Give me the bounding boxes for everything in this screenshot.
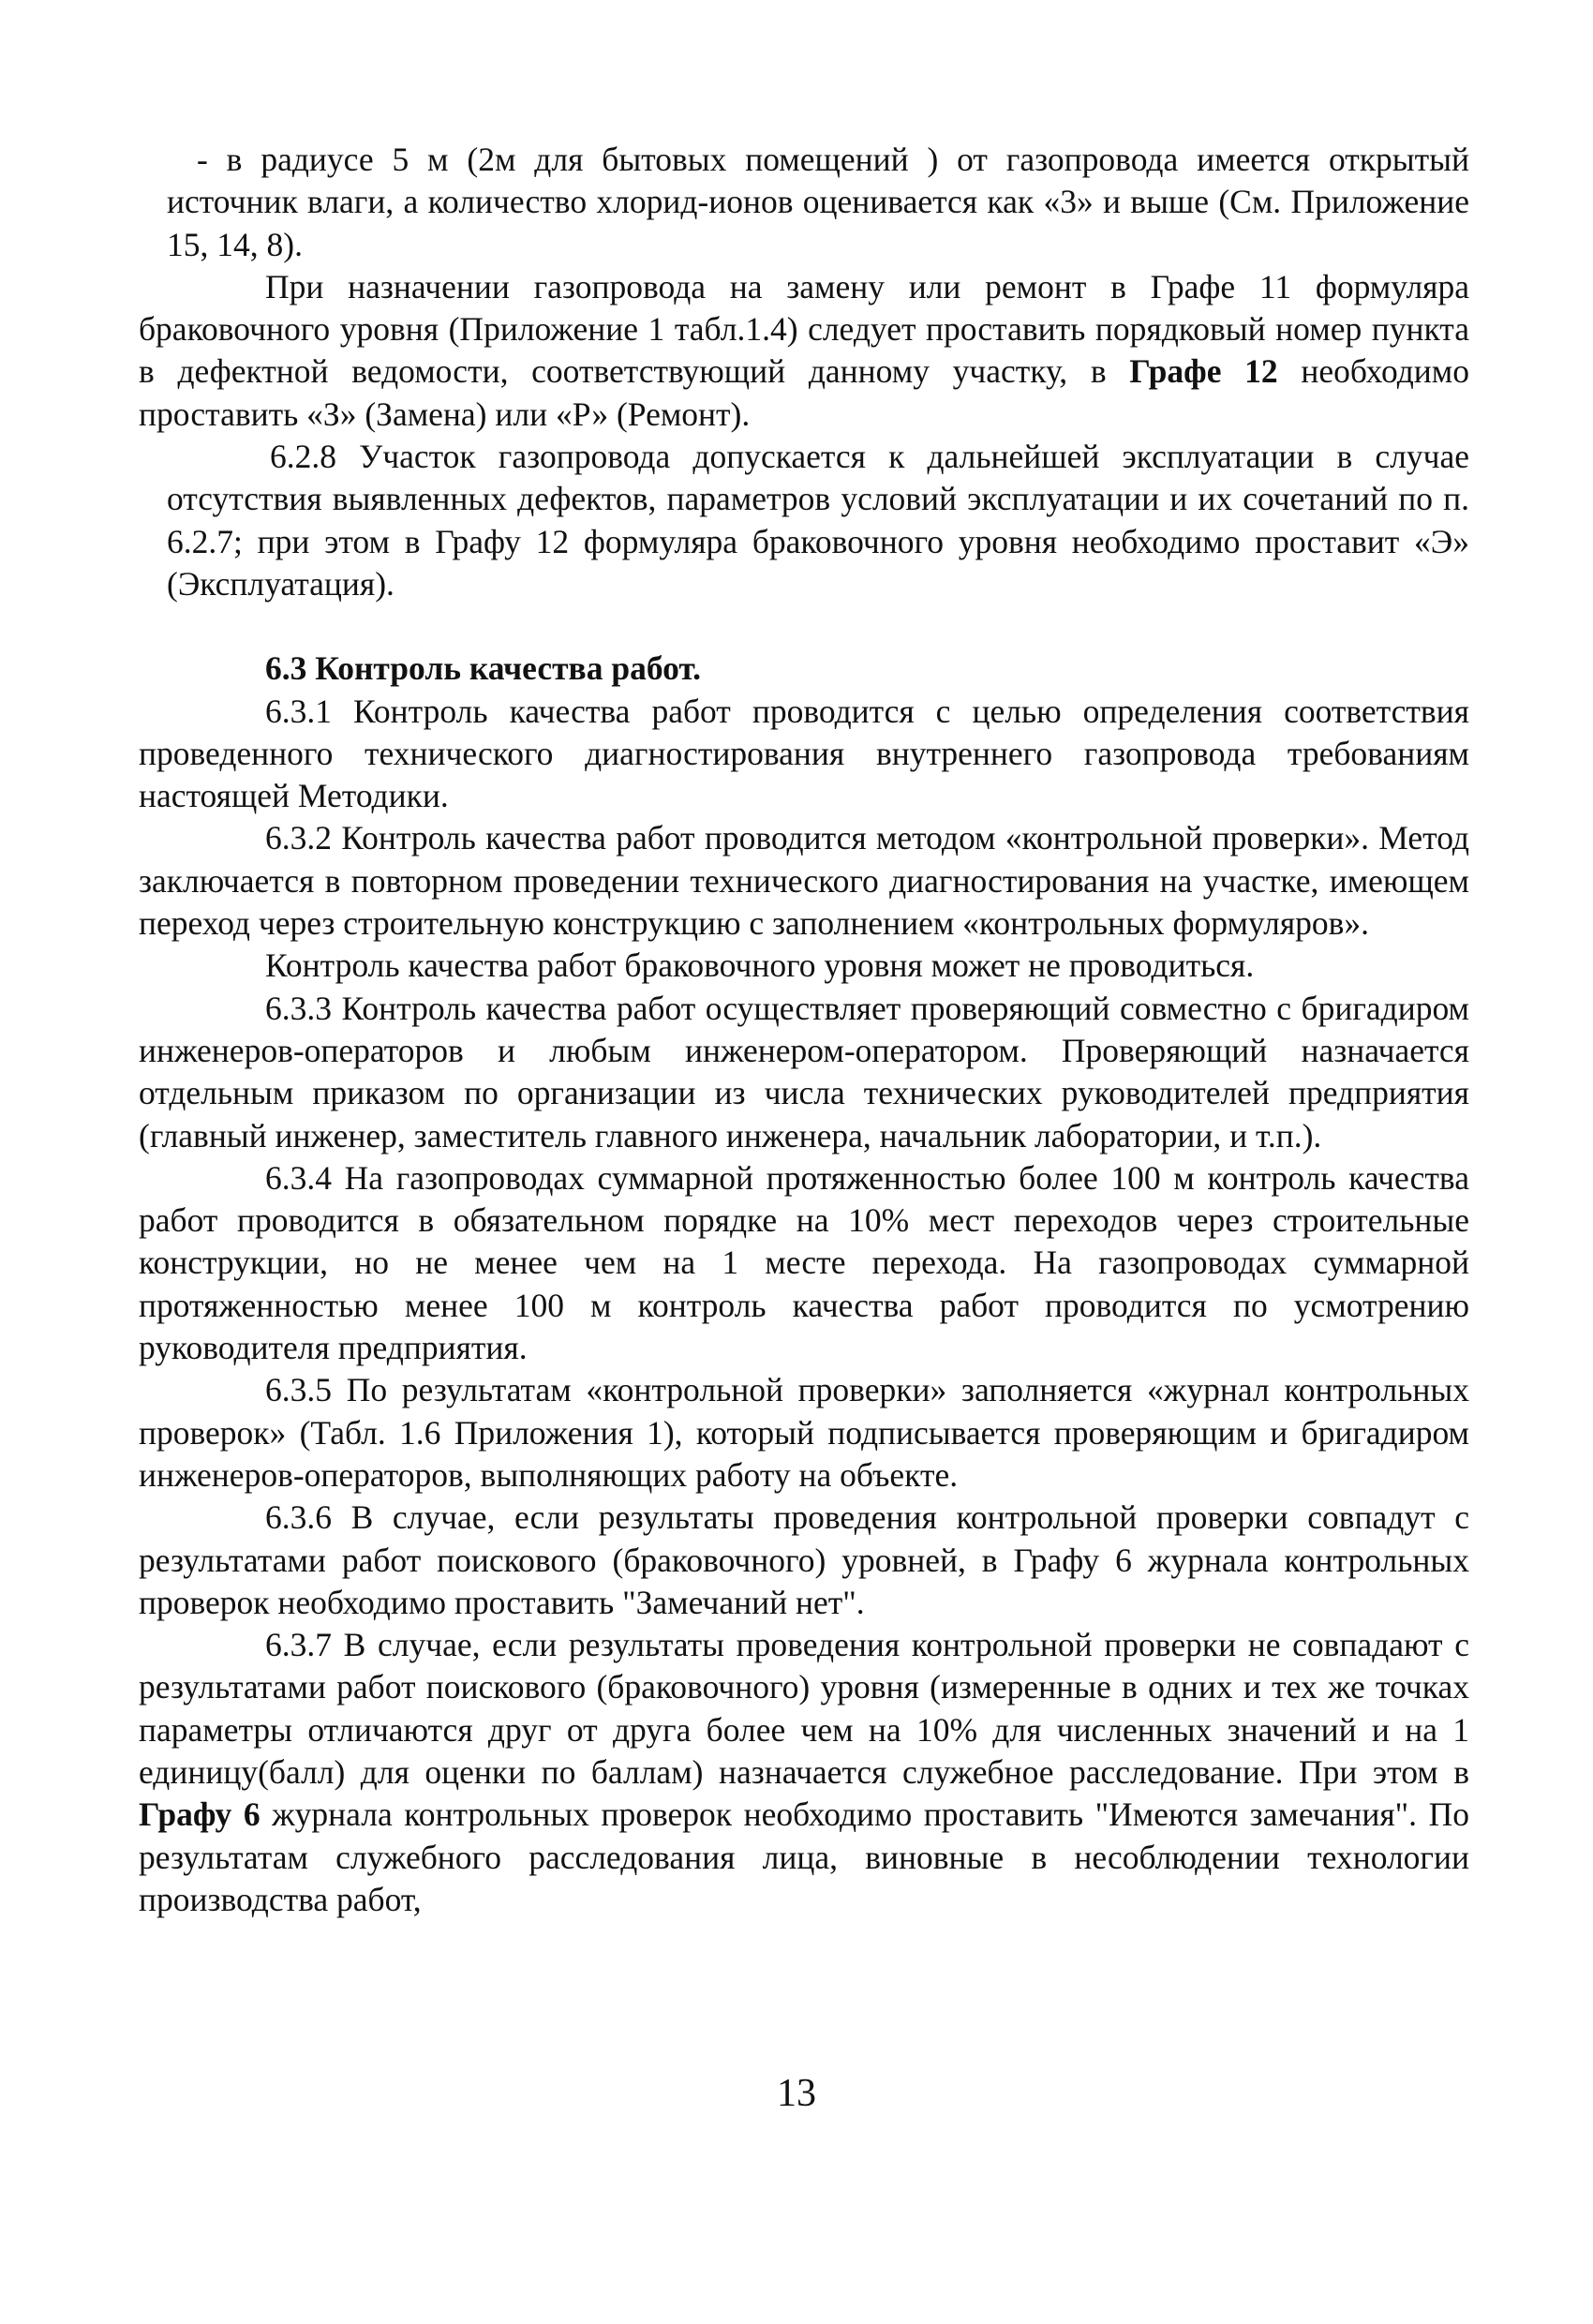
paragraph-rejection-level-note: Контроль качества работ браковочного уровня может не проводиться. — [265, 946, 1255, 985]
text-run: журнала контрольных проверок необходимо проставить "Имеются замечания". По результатам служебного расследования лица, виновные в несоблюдении технологии производства работ, — [139, 1795, 1469, 1918]
bold-text-run: Графу 6 — [139, 1795, 261, 1834]
paragraph-6-3-6: 6.3.6 В случае, если результаты проведения контрольной проверки совпадут с результатами работ поискового (браковочного) уровней, в Графу 6 журнала контрольных проверок необходимо проставить "Замечаний нет". — [139, 1498, 1469, 1621]
paragraph-6-2-8: 6.2.8 Участок газопровода допускается к дальнейшей эксплуатации в случае отсутствия выявленных дефектов, параметров условий эксплуатации и их сочетаний по п. 6.2.7; при этом в Графу 12 формуляра браковочного уровня необходимо проставит «Э» (Эксплуатация). — [167, 438, 1469, 603]
paragraph-moisture-condition: - в радиусе 5 м (2м для бытовых помещений ) от газопровода имеется открытый источник влаги, а количество хлорид-ионов оценивается как «3» и выше (См. Приложение 15, 14, 8). — [167, 141, 1469, 263]
text-run: При назначении газопровода на замену или ремонт в Графе 11 формуляра браковочного уровня (Приложение 1 табл.1.4) следует проставить порядковый номер пункта в дефектной ведомости, соответствующий данному участку, в — [139, 267, 1469, 391]
paragraph-6-3-3: 6.3.3 Контроль качества работ осуществляет проверяющий совместно с бригадиром инженеров-операторов и любым инженером-оператором. Проверяющий назначается отдельным приказом по организации из числа технических руководителей предприятия (главный инженер, заместитель главного инженера, начальник лаборатории, и т.п.). — [139, 989, 1469, 1155]
paragraph-6-3-4: 6.3.4 На газопроводах суммарной протяженностью более 100 м контроль качества работ проводится в обязательном порядке на 10% мест переходов через строительные конструкции, но не менее чем на 1 месте перехода. На газопроводах суммарной протяженностью менее 100 м контроль качества работ проводится по усмотрению руководителя предприятия. — [139, 1158, 1469, 1367]
paragraph-replacement-repair — [139, 266, 1469, 436]
bold-text-run: Графе 12 — [1129, 352, 1278, 391]
paragraph-6-3-1: 6.3.1 Контроль качества работ проводится с целью определения соответствия проведенного технического диагностирования внутреннего газопровода требованиям настоящей Методики. — [139, 692, 1469, 815]
document-body — [139, 139, 1469, 1921]
page-number: 13 — [777, 2072, 816, 2115]
text-run: 6.3.7 В случае, если результаты проведения контрольной проверки не совпадают с результатами работ поискового (браковочного) уровня (измеренные в одних и тех же точках параметры отличаются друг от друга более чем на 10% для численных значений и на 1 единицу(балл) для оценки по баллам) назначается служебное расследование. При этом в — [139, 1626, 1469, 1791]
section-heading-6-3: 6.3 Контроль качества работ. — [265, 649, 702, 688]
paragraph-6-3-5: 6.3.5 По результатам «контрольной проверки» заполняется «журнал контрольных проверок» (Табл. 1.6 Приложения 1), который подписывается проверяющим и бригадиром инженеров-операторов, выполняющих работу на объекте. — [139, 1371, 1469, 1494]
text-run: необходимо проставить «З» (Замена) или «Р» (Ремонт). — [139, 352, 1469, 433]
paragraph-6-3-7 — [139, 1624, 1469, 1921]
paragraph-6-3-2: 6.3.2 Контроль качества работ проводится методом «контрольной проверки». Метод заключается в повторном проведении технического диагностирования на участке, имеющем переход через строительную конструкцию с заполнением «контрольных формуляров». — [139, 819, 1469, 943]
